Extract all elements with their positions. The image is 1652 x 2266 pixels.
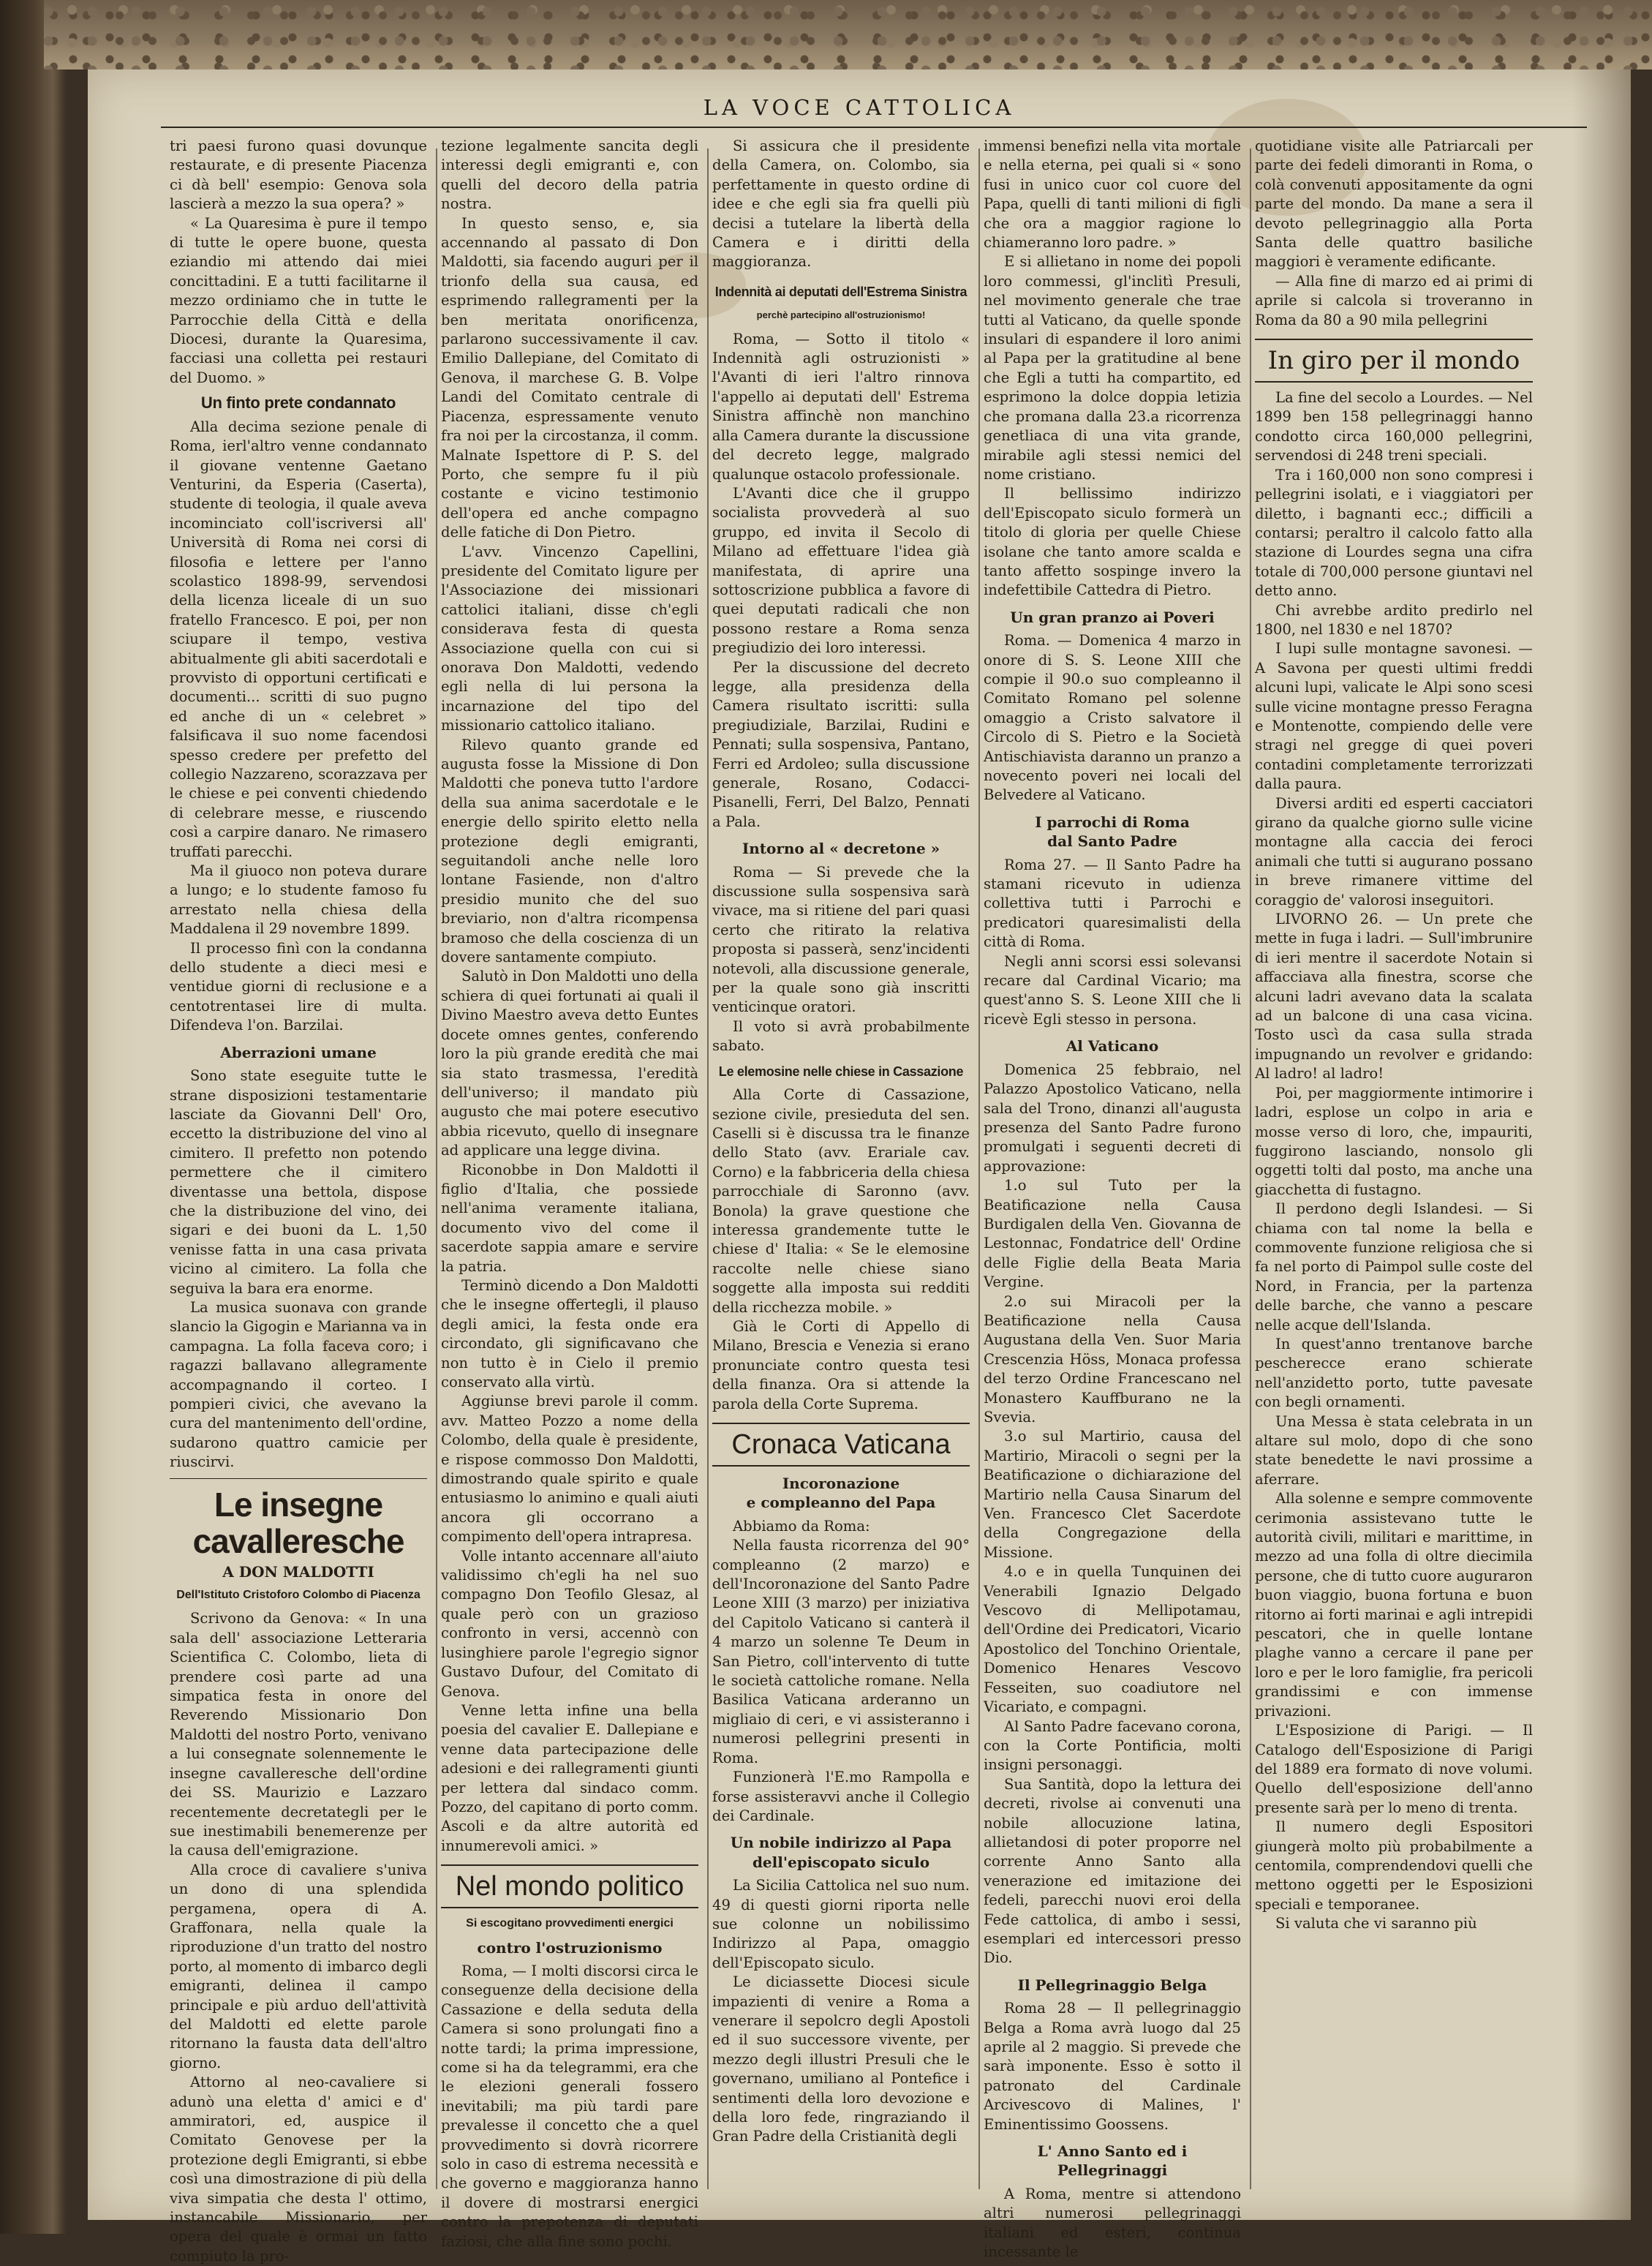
paragraph: La fine del secolo a Lourdes. — Nel 1899 ben 158 pellegrinaggi hanno condotto circa 160,000 pellegrini, servendosi di 248 treni speciali. [1255,389,1533,464]
paragraph: Attorno al neo-cavaliere si adunò una eletta d' amici e d' ammiratori, ed, auspice il Comitato Genovese per la protezione degli Emigranti, si ebbe così una dimostrazione di più della viva simpatia che desta l' ottimo, instancabile Missionario, per opera del quale è ormai un fatto compiuto la pro- [170,2074,427,2265]
paragraph: immensi benefizi nella vita mortale e nella eterna, pei quali si « sono fusi in unico cuor col cuore del Papa, quelli di tanti milioni di figli che ora a maggior ragione lo chiameranno loro padre. » [984,138,1241,252]
article-subheading: perchè partecipino all'ostruzionismo! [756,309,926,321]
article-subheading: e compleanno del Papa [746,1494,936,1512]
column-5 [1255,137,1533,1934]
paragraph: Chi avrebbe ardito predirlo nel 1800, nel 1830 e nel 1870? [1255,601,1533,638]
paragraph: L'Esposizione di Parigi. — Il Catalogo dell'Esposizione di Parigi del 1889 era formato di nove volumi. Quello dell'esposizione dell'anno presente sarà per lo meno di trenta. [1255,1722,1533,1816]
paragraph: Nella fausta ricorrenza del 90° compleanno (2 marzo) e dell'Incoronazione del Santo Padre Leone XIII (3 marzo) per iniziativa del Capitolo Vaticano si canterà il 4 marzo un solenne Te Deum in San Pietro, coll'intervento di tutte le società cattoliche romane. Nella Basilica Vaticana arderanno un migliaio di ceri, e vi assisteranno i numerosi pellegrini presenti in Roma. [712,1537,970,1766]
paragraph: Poi, per maggiormente intimorire i ladri, esplose un colpo in aria e mosse verso di loro, che, impauriti, fuggirono lasciando, nonsolo gli oggetti tolti dal posto, ma anche una giacchetta di fustagno. [1255,1084,1533,1198]
paragraph: tezione legalmente sancita degli interessi degli emigranti e, con quelli del decoro della patria nostra. [441,138,698,213]
paragraph: L'Avanti dice che il gruppo socialista provvederà al suo gruppo, ed invita il Secolo di Milano ad effettuare l'idea già manifestata, di aprire una sottoscrizione pubblica a favore di quei deputati radicali che non possono restare a Roma senza pregiudizio dei loro interessi. [712,484,970,657]
paragraph: In questo senso, e, sia accennando al passato di Don Maldotti, sia facendo auguri per il trionfo della sua causa, ed esprimendo rallegramenti per la ben meritata onorificenza, parlarono successivamente il cav. Emilio Dallepiane, del Comitato di Genova, il marchese G. B. Volpe Landi del Comitato centrale di Piacenza, espressamente venuto fra noi per la circostanza, il comm. Malnate Ispettore di P. S. del Porto, che sempre fu il più costante e vicino testimonio dell'opera ed anche compagno delle fatiche di Don Pietro. [441,214,698,541]
paragraph: Alla solenne e sempre commovente cerimonia assistevano tutte le autorità civili, militari e marittime, in mezzo ad una folla di oltre diecimila persone, che di tutto cuore auguraron buon viaggio, buona fortuna e buon ritorno ai forti marinai e agli intrepidi pescatori, che in quelle lontane plaghe vanno a cercare il pane per loro e per le loro famiglie, fra pericoli grandissimi e con immense privazioni. [1255,1490,1533,1720]
paragraph: 3.o sul Martirio, causa del Martirio, Miracoli o segni per la Beatificazione o dichiarazione del Martirio nella Causa Sinarum del Ven. Francesco Clet Sacerdote della Congregazione della Missione. [984,1428,1241,1561]
paragraph: Già le Corti di Appello di Milano, Brescia e Venezia si erano pronunciate contro questa tesi della finanza. Ora si attende la parola della Corte Suprema. [712,1317,970,1412]
masthead-title: LA VOCE CATTOLICA [703,95,1016,120]
paragraph: Salutò in Don Maldotti uno della schiera di quei fortunati ai quali il Divino Maestro aveva detto Euntes docete omnes gentes, conferendo loro la più grande eredità che mai sia stato trasmessa, l'eredità dell'universo; il mandato più augusto che mai potere esecutivo abbia ricevuto, quello di insegnare ad applicare una legge divina. [441,968,698,1159]
paragraph: Per la discussione del decreto legge, alla presidenza della Camera risultato iscritti: sulla pregiudiziale, Barzilai, Rudini e Pennati; sulla sospensiva, Pantano, Ferri ed Ardoleo; sulla discussione generale, Rosano, Codacci-Pisanelli, Ferri, Del Balzo, Pennati a Pala. [712,658,970,830]
paragraph: Il bellissimo indirizzo dell'Episcopato siculo formerà un titolo di gloria per quelle Chiese isolane che tanto amore scalda e tanto affetto sospinge invero la indefettibile Cattedra di Pietro. [984,485,1241,599]
paragraph: quotidiane visite alle Patriarcali per parte dei fedeli dimoranti in Roma, o colà convenuti appositamente da ogni parte del mondo. Da mane a sera il devoto pellegrinaggio alla Porta Santa delle quattro basiliche maggiori è veramente edificante. [1255,138,1533,271]
article-heading: Le elemosine nelle chiese in Cassazione [718,1064,964,1079]
column-separator [436,148,437,2189]
column-3 [712,137,970,2147]
paragraph: tri paesi furono quasi dovunque restaurate, e di presente Piacenza ci dà bell' esempio: Genova sola lascierà a mezzo la sua opera? » [170,138,427,213]
paragraph: Il processo finì con la condanna dello studente a dieci mesi e ventidue giorni di reclusione e a centotrentasei lire di multa. Difendeva l'on. Barzilai. [170,939,427,1034]
article-heading: Aberrazioni umane [220,1043,377,1061]
paragraph: Funzionerà l'E.mo Rampolla e forse assisteravvi anche il Collegio dei Cardinale. [712,1769,970,1824]
article-heading: Al Vaticano [1065,1037,1159,1055]
paragraph: Riconobbe in Don Maldotti il figlio d'Italia, che possiede nell'anima veramente italiana, documento vivo del come il sacerdote sappia amare e servire la patria. [441,1161,698,1275]
column-separator [978,148,980,2189]
section-rule [170,1478,427,1479]
paragraph: L'avv. Vincenzo Capellini, presidente del Comitato ligure per l'Associazione dei missionari cattolici italiani, disse ch'egli considerava festa di questa Associazione quella con cui si onorava Don Maldotti, vedendo egli nella di lui persona la incarnazione del tipo del missionario cattolico italiano. [441,543,698,734]
newspaper-page [88,69,1631,2265]
section-subtitle: Si escogitano provvedimenti energici [466,1917,674,1930]
column-separator [1250,148,1251,2189]
article-subheading: dell'episcopato siculo [752,1853,930,1871]
paragraph: Alla decima sezione penale di Roma, ierl'altro venne condannato il giovane ventenne Gaetano Venturini, da Esperia (Caserta), studente di teologia, il quale aveva incominciato coll'iscriversi all' Università di Roma nei corsi di filosofia e lettere per l'anno scolastico 1898-99, servendosi della licenza liceale di un suo fratello Francesco. E poi, per non sciupare il tempo, vestiva abitualmente gli abiti sacerdotali e provvisto di opportuni certificati e documenti... scritti di suo pugno ed anche di un « celebret » falsificava il suo nome facendosi spesso credere per prefetto del collegio Nazzareno, scorazzava per le chiese e pei conventi chiedendo di celebrare messe, e riuscendo così a carpire danaro. Ne rimasero truffati parecchi. [170,418,427,860]
paragraph: Tra i 160,000 non sono compresi i pellegrini isolati, e i viaggiatori per diletto, i bagnanti ecc.; difficili a contarsi; peraltro il calcolo fatto alla stazione di Lourdes segna una cifra totale di 700,000 persone giuntavi nel detto anno. [1255,466,1533,600]
paragraph: Ma il giuoco non poteva durare a lungo; e lo studente famoso fu arrestato nella chiesa della Maddalena il 29 novembre 1899. [170,862,427,938]
paragraph: Aggiunse brevi parole il comm. avv. Matteo Pozzo a nome della Colombo, della quale è presidente, e rispose commosso Don Maldotti, dimostrando quale spirito e quale entusiasmo lo animino e quali aiuti ancora gli occorrano a compimento dell'opera intrapresa. [441,1393,698,1546]
paragraph: In quest'anno trentanove barche pescherecce erano schierate nell'anzidetto porto, tutte pavesate con begli ornamenti. [1255,1335,1533,1411]
paragraph: Roma 27. — Il Santo Padre ha stamani ricevuto in udienza collettiva tutti i Parrochi e predicatori quaresimalisti della città di Roma. [984,856,1241,951]
paragraph: Venne letta infine una bella poesia del cavalier E. Dallepiane e venne data partecipazione delle adesioni e dei rallegramenti giunti per lettera dal sindaco comm. Pozzo, del capitano di porto comm. Ascoli e da altre autorità ed innumerevoli amici. » [441,1701,698,1854]
paragraph: Rilevo quanto grande ed augusta fosse la Missione di Don Maldotti che poneva tutto l'ardore della sua anima sacerdotale e le energie dello spirito eletto nella protezione degli emigranti, seguitandoli anche nelle loro lontane Fasiende, non d'altro presidio munito che del suo breviario, non d'altra ricompensa bramoso che della coscienza di un dovere santamente compiuto. [441,736,698,966]
paragraph: Una Messa è stata celebrata in un altare sul molo, dopo di che sono state benedette le navi prossime a aferrare. [1255,1412,1533,1488]
column-separator [707,148,709,2189]
paragraph: Negli anni scorsi essi solevansi recare dal Cardinal Vicario; ma quest'anno S. S. Leone XIII che li ricevè Egli stesso in persona. [984,952,1241,1028]
section-subtitle: Dell'Istituto Cristoforo Colombo di Piacenza [176,1589,420,1602]
paragraph: Scrivono da Genova: « In una sala dell' associazione Letteraria Scientifica C. Colombo, lieta di prendere così parte ad una simpatica festa in onore del Reverendo Missionario Don Maldotti del nostro Porto, venivano a lui consegnate solennemente le insegne cavalleresche dell'ordine dei SS. Maurizio e Lazzaro recentemente decretategli per le sue inestimabili benemerenze per la causa dell'emigrazione. [170,1610,427,1859]
section-subtitle: A DON MALDOTTI [222,1562,374,1581]
article-heading: Un gran pranzo ai Poveri [1010,608,1215,626]
paragraph: Si valuta che vi saranno più [1275,1915,1477,1932]
article-heading: Un finto prete condannato [200,394,396,413]
article-heading: Il Pellegrinaggio Belga [1017,1976,1207,1994]
paragraph: Il perdono degli Islandesi. — Si chiama con tal nome la bella e commovente funzione religiosa che si fa nel porto di Paimpol sulle coste del Nord, in Francia, per la partenza delle barche, che vanno a pescare nelle acque dell'Islanda. [1255,1200,1533,1333]
paragraph: — Alla fine di marzo ed ai primi di aprile si calcola si troveranno in Roma da 80 a 90 mila pellegrini [1255,272,1533,328]
paragraph: Il voto si avrà probabilmente sabato. [712,1017,970,1055]
paragraph: 2.o sui Miracoli per la Beatificazione nella Causa Augustana della Ven. Suor Maria Crescenzia Höss, Monaca professa del terzo Ordine Francescano nel Monastero Kauffburano ne la Svevia. [984,1292,1241,1426]
book-page-edges [44,0,1652,69]
paragraph: Domenica 25 febbraio, nel Palazzo Apostolico Vaticano, nella sala del Trono, dinanzi all'augusta presenza del Santo Padre furono promulgati i seguenti decreti di approvazione: [984,1061,1241,1175]
paragraph: La Sicilia Cattolica nel suo num. 49 di questi giorni riporta nelle sue colonne un nobilissimo Indirizzo al Papa, omaggio dell'Episcopato siculo. [712,1877,970,1971]
article-heading: Indennità ai deputati dell'Estrema Sinistra [714,284,968,299]
paragraph: Abbiamo da Roma: [733,1517,870,1535]
paragraph: I lupi sulle montagne savonesi. — A Savona per questi ultimi freddi alcuni lupi, valicate le Alpi sono scesi sulle vicine montagne presso Feragna e Montenotte, compiendo delle vere stragi nel gregge di quei poveri contadini completamente terrorizzati dalla paura. [1255,640,1533,793]
paragraph: A Roma, mentre si attendono altri numerosi pellegrinaggi italiani ed esteri, continua incessante le [984,2185,1241,2261]
paragraph: Roma — Si prevede che la discussione sulla sospensiva sarà vivace, ma si ritiene del pari quasi certo che ritirato la relativa proposta si passerà, senz'incidenti notevoli, alla discussione generale, per la quale sono già inscritti venticinque oratori. [712,863,970,1016]
section-title: In giro per il mondo [1255,339,1533,383]
paragraph: Sua Santità, dopo la lettura dei decreti, rivolse ai convenuti una nobile allocuzione latina, allietandosi di poter proporre nel corrente Anno Santo alla venerazione ed imitazione dei fedeli, parecchi nuovi eroi della Fede cattolica, di ambo i sessi, esemplari ed intercessori presso Dio. [984,1775,1241,1967]
article-heading: I parrochi di Roma [1035,813,1190,831]
paragraph: 4.o e in quella Tunquinen dei Venerabili Ignazio Delgado Vescovo di Mellipotamau, dell'Ordine dei Predicatori, Vicario Apostolico del Tonchino Orientale, Domenico Henares Vescovo Fesseiten, suo coadiutore nel Vicariato, e compagni. [984,1563,1241,1716]
paragraph: Al Santo Padre facevano corona, con la Corte Pontificia, molti insigni personaggi. [984,1717,1241,1774]
paragraph: Le diciassette Diocesi sicule impazienti di venire a Roma a venerare il sepolcro degli Apostoli ed il suo successore vivente, per mezzo degli illustri Presuli che le governano, umiliano al Pontefice i sentimenti della loro devozione e della loro fede, ringraziando il Gran Padre della Cristianità degli [712,1973,970,2145]
section-subtitle: contro l'ostruzionismo [477,1938,663,1957]
paragraph: Roma, — I molti discorsi circa le conseguenze della decisione della Cassazione e della seduta della Camera si sono prolungati fino a notte tardi; la prima impressione, come si ha da telegrammi, era che le elezioni generali fossero inevitabili; ma più tardi pare prevalesse il concetto che a quel provvedimento si dovrà ricorrere solo in caso di estrema necessità e che governo e maggioranza hanno il dovere di mostrarsi energici contro la prepotenza di deputati faziosi, che alla fine sono pochi. [441,1962,698,2250]
paragraph: Roma 28 — Il pellegrinaggio Belga a Roma avrà luogo dal 25 aprile al 2 maggio. Si prevede che sarà imponente. Esso è sotto il patronato del Cardinale Arcivescovo di Malines, l' Eminentissimo Goossens. [984,2000,1241,2133]
section-title: Le insegne cavalleresche [192,1485,404,1560]
paragraph: Roma. — Domenica 4 marzo in onore di S. S. Leone XIII che compie il 90.o suo compleanno il Comitato Romano pel solenne omaggio a Cristo salvatore il Circolo di S. Pietro e la Società Antischiavista daranno un pranzo a novecento poveri nei locali del Belvedere al Vaticano. [984,632,1241,804]
column-4 [984,137,1241,2262]
paragraph: « La Quaresima è pure il tempo di tutte le opere buone, questa eziandio mi attendo dai miei concittadini. E a tutti facilitarne il mezzo ordiniamo che in tutte le Parrocchie della Città e della Diocesi, durante la Quaresima, facciasi una colletta pei restauri del Duomo. » [170,214,427,386]
paragraph: La musica suonava con grande slancio la Gigogin e Marianna va in campagna. La folla faceva coro; i ragazzi ballavano allegramente accompagnando il corteo. I pompieri civici, che avevano la cura del mantenimento dell'ordine, sudarono quattro camicie per riuscirvi. [170,1298,427,1471]
paragraph: 1.o sul Tuto per la Beatificazione nella Causa Burdigalen della Ven. Giovanna de Lestonnac, Fondatrice dell' Ordine delle Figlie della Beata Maria Vergine. [984,1177,1241,1291]
column-1 [170,137,427,2266]
paragraph: Alla Corte di Cassazione, sezione civile, presieduta del sen. Caselli si è discussa tra le finanze dello Stato (avv. Erariale cav. Corno) e la fabbriceria della chiesa parrocchiale di Saronno (avv. Bonola) la grave questione che interessa grandemente tutte le chiese d' Italia: « Se le elemosine raccolte nelle chiese siano soggette alla imposta sui redditi della ricchezza mobile. » [712,1086,970,1316]
paragraph: Roma, — Sotto il titolo « Indennità agli ostruzionisti » l'Avanti di ieri l'altro rinnova l'appello ai deputati dell' Estrema Sinistra affinchè non manchino alla Camera durante la discussione del decreto legge, malgrado qualunque ostacolo professionale. [712,330,970,483]
masthead-rule [161,127,1587,128]
column-2 [441,137,698,2251]
article-heading: L' Anno Santo ed i Pellegrinaggi [1037,2142,1188,2180]
paragraph: Volle intanto accennare all'aiuto validissimo ch'egli ha nel suo compagno Don Teofilo Glesaz, al quale però con un grazioso confronto in versi, accennò con lusinghiere parole l'egregio signor Gustavo Dufour, del Comitato di Genova. [441,1547,698,1700]
paragraph: Diversi arditi ed esperti cacciatori girano da qualche giorno sulle vicine montagne alla caccia dei feroci animali che tutti si augurano possano in breve rimanere vittime del coraggio de' valorosi inseguitori. [1255,794,1533,908]
article-subheading: dal Santo Padre [1047,832,1177,851]
article-heading: Intorno al « decretone » [742,840,940,858]
page-curl-shadow [1572,69,1631,2220]
section-title: Cronaca Vaticana [712,1423,970,1467]
section-title: Nel mondo politico [441,1864,698,1908]
paragraph: Il numero degli Espositori giungerà molto più probabilmente a centomila, comprendendovi quelli che mettono oggetti per le Esposizioni speciali e temporanee. [1255,1818,1533,1913]
article-heading: Un nobile indirizzo al Papa [730,1834,952,1852]
paragraph: E si allietano in nome dei popoli loro commessi, gl'inclitì Presuli, nel movimento generale che trae tutti al Vaticano, da quelle sponde insulari di espandere il loro animi al Papa per la gratitudine al bene che Egli a tutti ha compartito, ed esprimono la dolce doppia letizia che promana dalla 23.a ricorrenza genetliaca di una vita grande, mirabile agli stessi nemici del nome cristiano. [984,253,1241,483]
paragraph: Terminò dicendo a Don Maldotti che le insegne offertegli, il plauso degli amici, la festa onde era circondato, gli significavano che non tutto è in Cielo il premio conservato alla virtù. [441,1276,698,1390]
paragraph: LIVORNO 26. — Un prete che mette in fuga i ladri. — Sull'imbrunire di ieri mentre il sacerdote Notain si affacciava alla finestra, scorse che alcuni ladri avevano data la scalata ad un balcone di una casa vicina. Tosto uscì da casa sulla strada impugnando un revolver e gridando: Al ladro! al ladro! [1255,911,1533,1083]
paragraph: Alla croce di cavaliere s'univa un dono di una splendida pergamena, opera di A. Graffonara, nella quale la riproduzione d'un tratto del nostro porto, al momento di imbarco degli emigranti, delinea il campo principale e più arduo dell'attività del Maldotti ed elette parole ritornano la fausta data dell'altro giorno. [170,1861,427,2071]
paragraph: Sono state eseguite tutte le strane disposizioni testamentarie lasciate da Giovanni Dell' Oro, eccetto la distribuzione del vino al cimitero. Il prefetto non potendo permettere che il cimitero diventasse una bettola, dispose che la distribuzione del vino, dei sigari e dei buoni da L. 1,50 venisse fatta in una casa privata vicino al cimitero. La folla che seguiva la bara era enorme. [170,1067,427,1297]
paragraph: Si assicura che il presidente della Camera, on. Colombo, sia perfettamente in questo ordine di idee e che egli sia fra quelli più decisi a tutelare la libertà della Camera e i diritti della maggioranza. [712,138,970,271]
article-heading: Incoronazione [782,1475,900,1492]
